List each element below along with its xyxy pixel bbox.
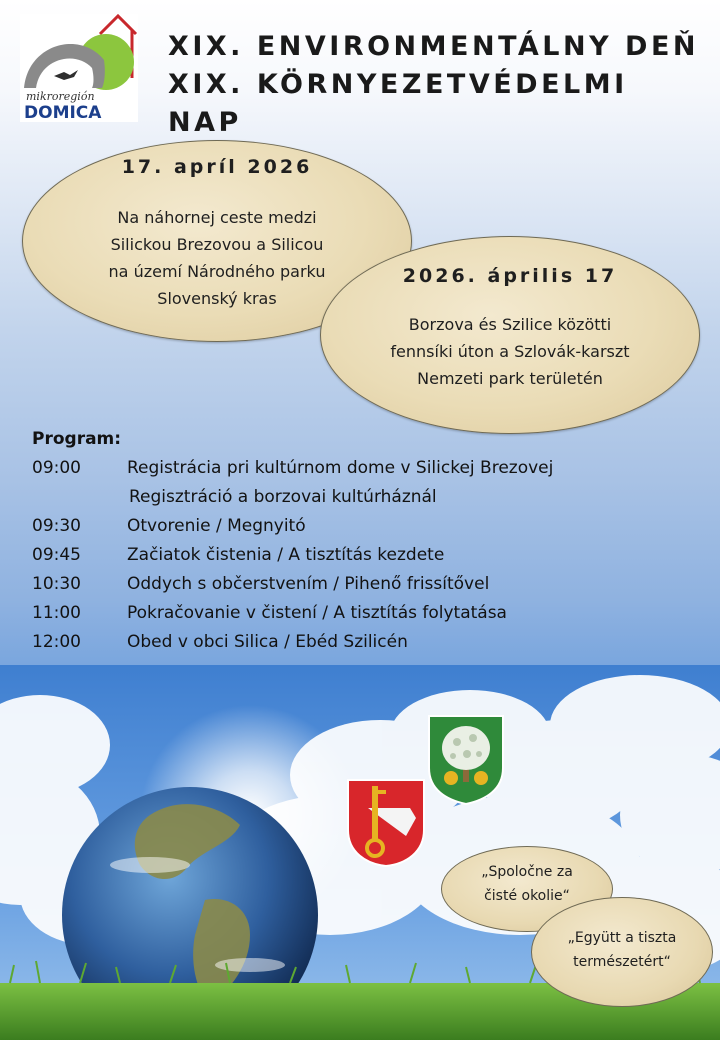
place-line: Nemzeti park területén: [417, 369, 603, 388]
title-sk: XIX. ENVIRONMENTÁLNY DEŇ: [168, 31, 699, 62]
place-line: Borzova és Szilice közötti: [408, 315, 612, 334]
logo-wordmark: DOMICA: [24, 103, 102, 122]
schedule-time: 09:30: [32, 516, 81, 536]
activity-hu: Regisztráció a borzovai kultúrháznál: [129, 487, 437, 507]
program-schedule: [32, 425, 692, 657]
schedule-activity: Obed v obci Silica / Ebéd Szilicén: [127, 632, 408, 652]
slogan-line: čisté okolie“: [484, 888, 570, 904]
place-line: Silickou Brezovou a Silicou: [110, 235, 324, 254]
schedule-activity: Otvorenie / Megnyitó: [127, 516, 306, 536]
event-date-hu: 2026. április 17: [402, 265, 618, 287]
key-crest-icon: [346, 778, 426, 868]
schedule-activity: Oddych s občerstvením / Pihenő frissítővel: [127, 574, 490, 594]
schedule-row: [32, 599, 692, 628]
page-title: [168, 28, 708, 142]
schedule-row: [32, 570, 692, 599]
schedule-time: 09:45: [32, 545, 81, 565]
schedule-activity: Začiatok čistenia / A tisztítás kezdete: [127, 545, 445, 565]
schedule-time: 11:00: [32, 603, 81, 623]
schedule-activity: [127, 454, 692, 512]
place-line: Slovenský kras: [157, 289, 277, 308]
domica-logo: [20, 14, 138, 122]
schedule-row: [32, 628, 692, 657]
schedule-activity: Pokračovanie v čistení / A tisztítás folytatása: [127, 603, 507, 623]
schedule-time: 09:00: [32, 458, 81, 478]
slogan-oval-hu: [531, 897, 713, 1007]
tree-crest-icon: [427, 714, 505, 806]
slogan-line: természetért“: [573, 954, 671, 970]
schedule-time: 12:00: [32, 632, 81, 652]
place-line: Na náhornej ceste medzi: [117, 208, 317, 227]
slogan-line: „Együtt a tiszta: [567, 930, 677, 946]
event-place-hu: [321, 311, 699, 392]
place-line: na území Národného parku: [108, 262, 326, 281]
schedule-row: [32, 512, 692, 541]
activity-sk: Registrácia pri kultúrnom dome v Silickej Brezovej: [127, 458, 554, 478]
info-oval-hu: [320, 236, 700, 434]
event-date-sk: 17. apríl 2026: [121, 156, 313, 178]
schedule-time: 10:30: [32, 574, 81, 594]
schedule-row: [32, 541, 692, 570]
logo-tagline: mikroregión: [26, 90, 95, 103]
slogan-line: „Spoločne za: [481, 864, 573, 880]
schedule-row: [32, 454, 692, 512]
place-line: fennsíki úton a Szlovák-karszt: [390, 342, 630, 361]
program-label: Program:: [32, 429, 122, 449]
title-hu: XIX. KÖRNYEZETVÉDELMI NAP: [168, 69, 628, 138]
